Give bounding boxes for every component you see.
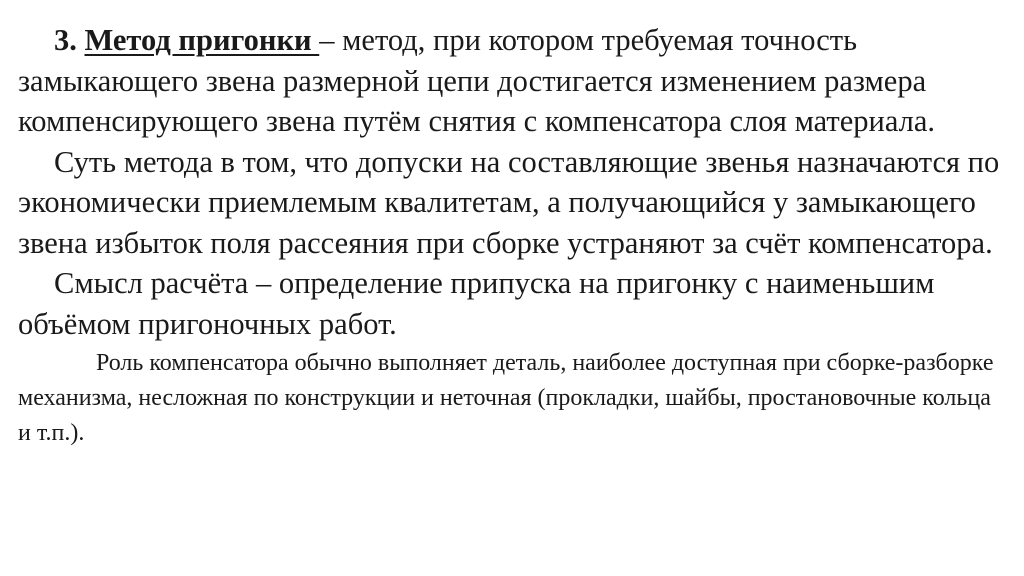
paragraph-calculation-meaning: Смысл расчёта – определение припуска на пригонку с наименьшим объёмом пригоночных работ. [18,266,935,341]
paragraph-compensator-role: Роль компенсатора обычно выполняет деталь, наиболее доступная при сборке-разборке механизма, несложная по конструкции и неточная (прокладки, шайбы, простановочные кольца и т.п.). [18,350,994,446]
paragraph-method-definition [18,20,1006,142]
method-term: Метод пригонки [84,23,320,57]
paragraph-method-essence: Суть метода в том, что допуски на составляющие звенья назначаются по экономически приемлемым квалитетам, а получающийся у замыкающего звена избыток поля рассеяния при сборке устраняют за счёт компенсатора. [18,144,1000,260]
definition-text: – метод, при котором требуемая точность замыкающего звена размерной цепи достигается изменением размера компенсирующего звена путём снятия с компенсатора слоя материала. [18,23,936,138]
section-number: 3. [54,23,77,57]
